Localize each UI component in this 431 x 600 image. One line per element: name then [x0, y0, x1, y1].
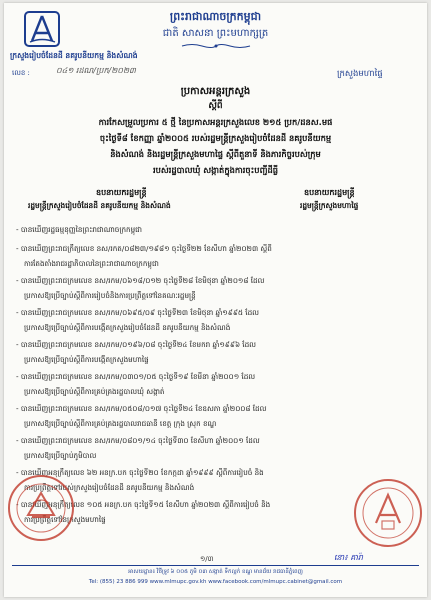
title-line: ការកែសម្រួលប្រការ ៥ ថ្មី នៃប្រកាសអន្តរក្រសួងលេខ ២១៥ ប្រក/ដនស.មផ [98, 117, 333, 127]
recital-item-continuation: ការតែងតាំងរាជរដ្ឋាភិបាលនៃព្រះរាជាណាចក្រកម្ពុជា [24, 259, 159, 268]
motto-heading: ជាតិ សាសនា ព្រះមហាក្សត្រ [162, 28, 269, 39]
recital-item-continuation: ប្រកាសឱ្យប្រើច្បាប់ស្តីពីការគ្រប់គ្រងរដ្ឋបាលរាជធានី ខេត្ត ក្រុង ស្រុក ខណ្ឌ [24, 419, 217, 428]
footer-contact: Tel: (855) 23 886 999 www.mlmupc.gov.kh www.facebook.com/mlmupc.cabinet@gmail.com [88, 579, 343, 585]
recital-item: - បានឃើញព្រះរាជក្រមលេខ នស/រកម/០៦១៨/០១២ ចុះថ្ងៃទី២៨ ខែមិថុនា ឆ្នាំ២០១៨ ដែល [16, 276, 265, 285]
ministry-name: ក្រសួងរៀបចំដែនដី នគរូបនីយកម្ម និងសំណង់ [10, 51, 138, 60]
title-line: របស់រដ្ឋបាលឃុំ សង្កាត់ក្នុងការចុះបញ្ជីដីធ្លី [152, 165, 279, 175]
recital-item-continuation: ប្រកាសឱ្យប្រើច្បាប់ស្តីពីការគ្រប់គ្រងរដ្ឋបាលឃុំ សង្កាត់ [24, 387, 165, 396]
recital-item: - បានឃើញព្រះរាជក្រមលេខ នស/រកម/០៦៩៥/០៩ ចុះថ្ងៃទី២៣ ខែមិថុនា ឆ្នាំ១៩៩៥ ដែល [16, 308, 259, 317]
document-title: ប្រកាសអន្តរក្រសួង [180, 86, 251, 97]
reference-number: ០៤១ រដណ/ប្រក/២០២៣ [56, 66, 136, 75]
recital-item: - បានឃើញរដ្ឋធម្មនុញ្ញនៃព្រះរាជាណាចក្រកម្ពុជា [16, 225, 143, 234]
recital-item-continuation: ប្រកាសឱ្យប្រើច្បាប់ស្តីពីការបង្កើតក្រសួងមហាផ្ទៃ [24, 355, 149, 364]
issuing-ministry: ក្រសួងមហាផ្ទៃ [337, 69, 383, 79]
kingdom-heading: ព្រះរាជាណាចក្រកម្ពុជា [169, 10, 262, 23]
recital-item: - បានឃើញអនុក្រឹត្យលេខ ១០៥ អនក្រ.បក ចុះថ្ងៃទី១៥ ខែសីហា ឆ្នាំ២០២៣ ស្តីពីការរៀបចំ និង [16, 500, 271, 509]
left-signatory-role: ឧបនាយករដ្ឋមន្ត្រី [96, 188, 147, 197]
recital-item-continuation: ប្រកាសឱ្យប្រើច្បាប់ស្តីពីការបង្កើតក្រសួងរៀបចំដែនដី នគរូបនីយកម្ម និងសំណង់ [24, 323, 231, 332]
recital-item-continuation: ការប្រព្រឹត្តទៅនៃក្រសួងមហាផ្ទៃ [24, 515, 106, 524]
reference-label: លេខ : [12, 69, 30, 77]
title-subject-label: ស្តីពី [208, 101, 223, 111]
left-signatory-office: រដ្ឋមន្ត្រីក្រសួងរៀបចំដែនដី នគរូបនីយកម្ម និងសំណង់ [28, 201, 171, 210]
handwritten-initials: នោ៖ គារ៉ា [334, 553, 363, 562]
recital-item-continuation: ប្រកាសឱ្យប្រើច្បាប់ភូមិបាល [24, 451, 97, 460]
left-official-seal [6, 473, 76, 543]
recital-item: - បានឃើញព្រះរាជក្រមលេខ នស/រកម/០៨០១/១៤ ចុះថ្ងៃទី៣០ ខែសីហា ឆ្នាំ២០០១ ដែល [16, 436, 260, 445]
recital-item-continuation: ការប្រព្រឹត្តទៅរបស់ក្រសួងរៀបចំដែនដី នគរូបនីយកម្ម និងសំណង់ [24, 483, 195, 492]
title-line: ចុះថ្ងៃទី៨ ខែកញ្ញា ឆ្នាំ២០០៥ របស់រដ្ឋមន្ត្រីក្រសួងរៀបចំដែនដី នគរូបនីយកម្ម [99, 133, 332, 143]
ornament-divider [180, 43, 252, 49]
recital-item: - បានឃើញអនុក្រឹត្យលេខ ៦២ អនក្រ.បក ចុះថ្ងៃទី២០ ខែកក្កដា ឆ្នាំ១៩៩៩ ស្តីពីការរៀបចំ និង [16, 468, 264, 477]
document-page [4, 3, 427, 597]
title-line: និងសំណង់ និងរដ្ឋមន្ត្រីក្រសួងមហាផ្ទៃ ស្តីពីតួនាទី និងភារកិច្ចរបស់ក្រុម [110, 149, 321, 159]
right-signatory-role: ឧបនាយករដ្ឋមន្ត្រី [304, 188, 355, 197]
page-number: ១/៣ [200, 555, 214, 563]
recital-item-continuation: ប្រកាសឱ្យប្រើច្បាប់ស្តីពីការរៀបចំនិងការប្រព្រឹត្តទៅនៃគណៈរដ្ឋមន្ត្រី [24, 291, 196, 300]
right-official-seal [352, 477, 424, 549]
footer-address: អាសយដ្ឋាន៖ វិថីទ្រូវ ៦ ០០៥ ភូមិ ០៣ សង្កាត់ ទឹកល្អក់ ខណ្ឌ មានជ័យ រាជធានីភ្នំពេញ [128, 569, 303, 575]
right-signatory-office: រដ្ឋមន្ត្រីក្រសួងមហាផ្ទៃ [300, 201, 359, 210]
recital-item: - បានឃើញព្រះរាជក្រឹត្យលេខ នស/រកត/០៨២៣/១៩៨១ ចុះថ្ងៃទី២២ ខែសីហា ឆ្នាំ២០២៣ ស្តីពី [16, 244, 272, 253]
footer-divider [12, 565, 419, 566]
recital-item: - បានឃើញព្រះរាជក្រមលេខ នស/រកម/០៣០១/០៥ ចុះថ្ងៃទី១៩ ខែមីនា ឆ្នាំ២០០១ ដែល [16, 372, 256, 381]
recital-item: - បានឃើញព្រះរាជក្រមលេខ នស/រកម/០១៩៦/០៨ ចុះថ្ងៃទី២៤ ខែមករា ឆ្នាំ១៩៩៦ ដែល [16, 340, 256, 349]
recital-item: - បានឃើញព្រះរាជក្រមលេខ នស/រកម/០៥០៨/០១៧ ចុះថ្ងៃទី២៤ ខែឧសភា ឆ្នាំ២០០៨ ដែល [16, 404, 267, 413]
